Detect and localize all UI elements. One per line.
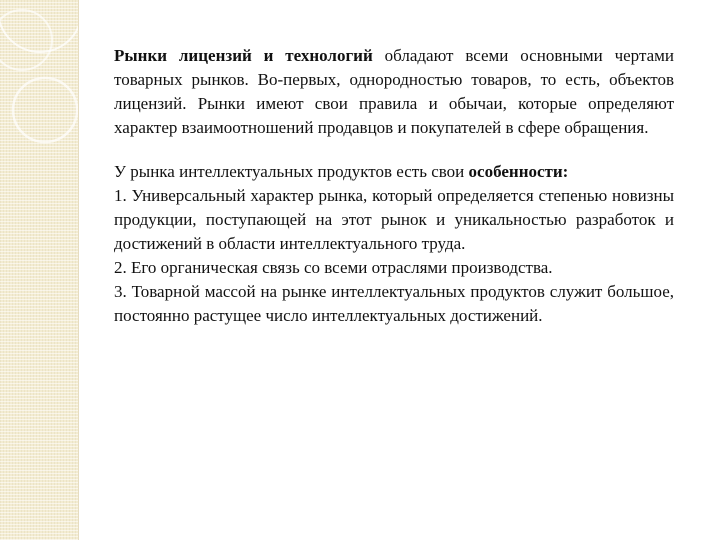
feature-item-2: 2. Его органическая связь со всеми отраслями производства. [114, 258, 553, 277]
slide-body [114, 44, 674, 328]
paragraph-licensing-markets [114, 44, 674, 140]
decorative-circles-graphic [0, 0, 78, 540]
paragraph-spacer [114, 140, 674, 160]
side-band-edge [78, 0, 79, 540]
decorative-side-band [0, 0, 78, 540]
paragraph-lead-bold: Рынки лицензий и технологий [114, 46, 373, 65]
features-intro-bold: особенности: [468, 162, 569, 181]
feature-item-3: 3. Товарной массой на рынке интеллектуальных продуктов служит большое, постоянно растущее число интеллектуальных достижений. [114, 282, 674, 325]
features-intro [114, 160, 674, 184]
paragraph-text: обладают всеми основными чертами товарных рынков. Во-первых, однородностью товаров, то есть, объектов лицензий. Рынки имеют свои правила и обычаи, которые определяют характер взаимоотношений продавцов и покупателей в сфере обращения. [114, 46, 674, 137]
features-intro-text: У рынка интеллектуальных продуктов есть свои [114, 162, 469, 181]
feature-item-1: 1. Универсальный характер рынка, который определяется степенью новизны продукции, поступающей на этот рынок и уникальностью разработок и достижений в области интеллектуального труда. [114, 186, 674, 253]
